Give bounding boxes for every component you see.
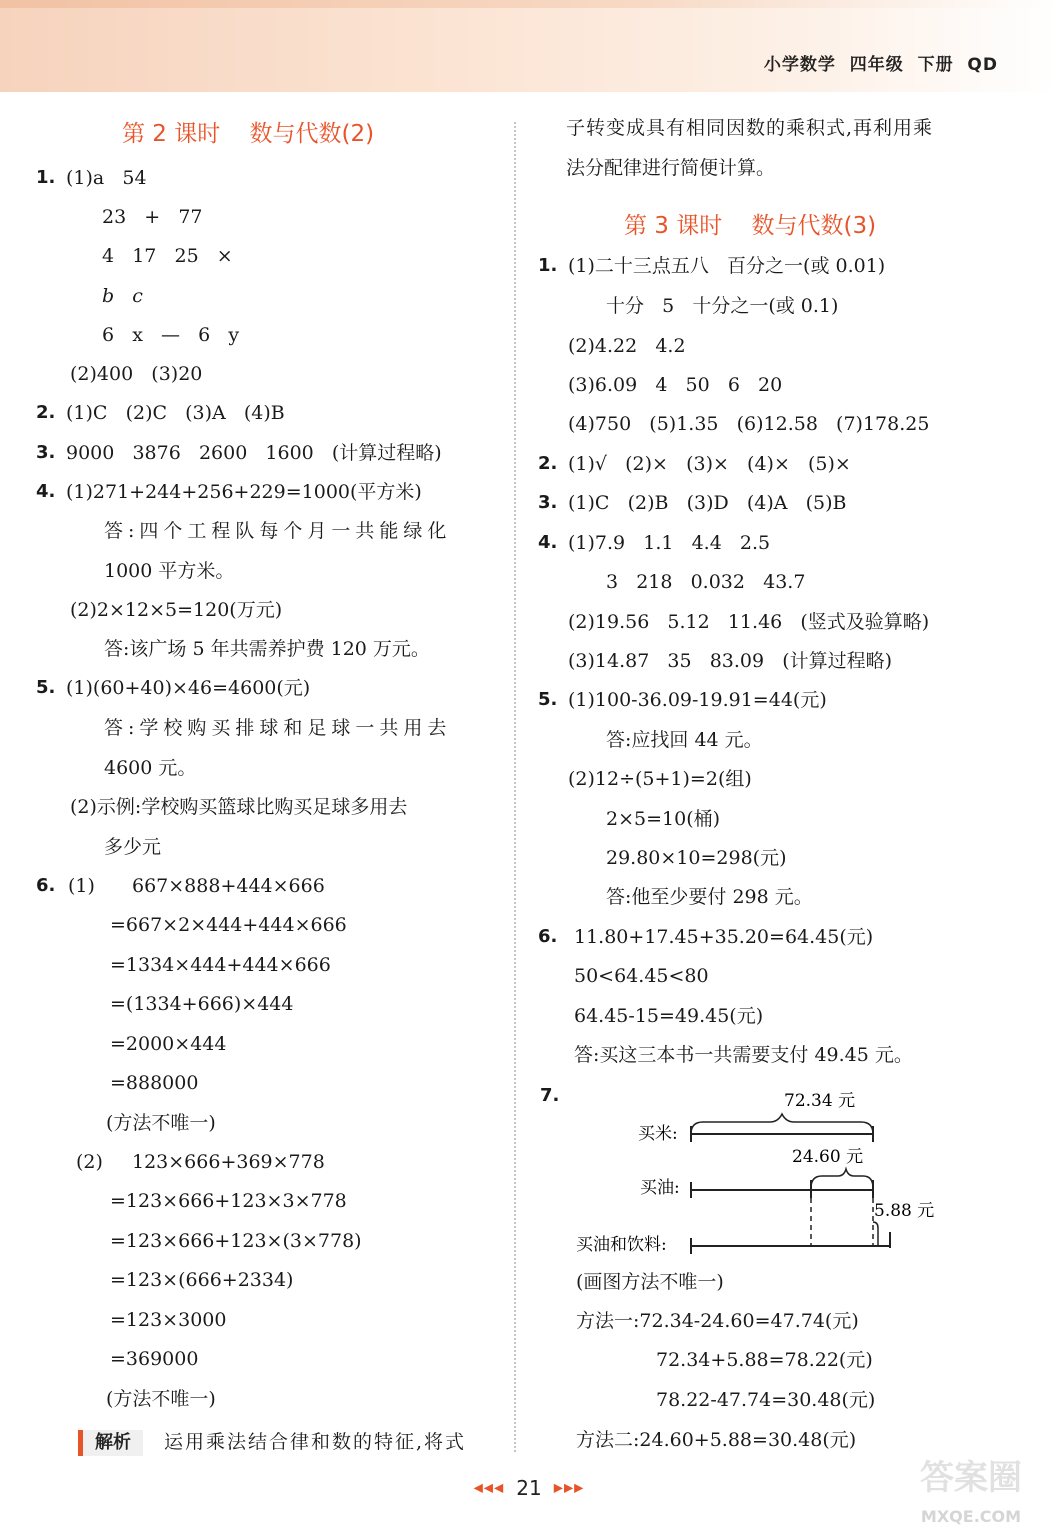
right-q7-line5: 方法二:24.60+5.88=30.48(元) (576, 1429, 857, 1451)
right-q5-line1: (1)100-36.09-19.91=44(元) (568, 689, 827, 711)
header-band (0, 0, 1058, 92)
left-q5-line3: 4600 元。 (104, 757, 197, 779)
right-q1-line2: 十分 5 十分之一(或 0.1) (606, 295, 839, 317)
left-q3-text: 9000 3876 2600 1600 (计算过程略) (66, 442, 442, 464)
next-arrows-icon: ▶▶▶ (553, 1480, 585, 1495)
line-segment-diagram (560, 1082, 960, 1260)
right-q3-number: 3. (538, 492, 558, 513)
total-brace (691, 1114, 873, 1134)
right-q6-line1: 11.80+17.45+35.20=64.45(元) (574, 926, 874, 948)
header-subject: 小学数学 (763, 55, 836, 75)
right-q5-number: 5. (538, 689, 558, 710)
column-divider (514, 122, 516, 1452)
right-q1-line5: (4)750 (5)1.35 (6)12.58 (7)178.25 (568, 413, 930, 435)
left-q2-number: 2. (36, 402, 56, 423)
right-q6-line2: 50<64.45<80 (574, 965, 709, 987)
right-q1-line4: (3)6.09 4 50 6 20 (568, 374, 783, 396)
left-q6-part1-line: =1334×444+444×666 (110, 954, 331, 976)
analysis-text: 运用乘法结合律和数的特征,将式 (164, 1431, 467, 1453)
right-q7-number: 7. (540, 1085, 560, 1106)
right-continuation-line2: 法分配律进行简便计算。 (566, 157, 776, 179)
left-q6-part2-label: (2) (76, 1151, 103, 1173)
left-q1-number: 1. (36, 167, 56, 188)
left-q5-line4: (2)示例:学校购买篮球比购买足球多用去 (70, 796, 408, 818)
left-q6-part1-line: =888000 (110, 1072, 199, 1094)
page-footer (0, 1474, 1058, 1500)
watermark-url-text: MXQE.COM (920, 1507, 1022, 1526)
right-q4-line4: (3)14.87 35 83.09 (计算过程略) (568, 650, 893, 672)
left-q6-part2-note: (方法不唯一) (106, 1388, 216, 1410)
left-q6-part2-line: =123×(666+2334) (110, 1269, 294, 1291)
right-q5-line3: (2)12÷(5+1)=2(组) (568, 768, 752, 790)
oil-label: 买油: (640, 1178, 680, 1198)
left-q3-number: 3. (36, 442, 56, 463)
header-volume: 下册 (917, 55, 954, 75)
left-q6-part1-line: 667×888+444×666 (132, 875, 325, 897)
left-q6-part1-line: =(1334+666)×444 (110, 993, 294, 1015)
right-q4-line3: (2)19.56 5.12 11.46 (竖式及验算略) (568, 611, 930, 633)
right-q7-line1: (画图方法不唯一) (576, 1271, 724, 1293)
left-q4-number: 4. (36, 481, 56, 502)
left-q4-line5: 答:该广场 5 年共需养护费 120 万元。 (104, 638, 430, 660)
left-q4-line3: 1000 平方米。 (104, 560, 235, 582)
header-edition: QD (967, 55, 998, 75)
right-q4-line1: (1)7.9 1.1 4.4 2.5 (568, 532, 771, 554)
oil-brace (811, 1169, 873, 1188)
lesson-3-title: 第 3 课时 数与代数(3) (624, 213, 877, 239)
rice-label: 买米: (638, 1124, 678, 1144)
left-q6-part2-line: =123×666+123×(3×778) (110, 1230, 362, 1252)
book-header (764, 50, 998, 75)
oil-amount-label: 24.60 元 (792, 1147, 864, 1167)
watermark-big-text: 答案圈 (920, 1458, 1022, 1498)
left-q1-line4: b c (102, 285, 143, 307)
left-q1-line6: (2)400 (3)20 (70, 363, 203, 385)
right-q1-line3: (2)4.22 4.2 (568, 335, 686, 357)
prev-arrows-icon: ◀◀◀ (473, 1480, 505, 1495)
left-q1-line5: 6 x — 6 y (102, 324, 240, 346)
left-q2-text: (1)C (2)C (3)A (4)B (66, 402, 285, 424)
right-q1-line1: (1)二十三点五八 百分之一(或 0.01) (568, 255, 886, 277)
right-q4-number: 4. (538, 532, 558, 553)
left-q5-line2: 答:学校购买排球和足球一共用去 (104, 717, 452, 739)
left-q4-line4: (2)2×12×5=120(万元) (70, 599, 283, 621)
right-q7-line4: 78.22-47.74=30.48(元) (656, 1389, 876, 1411)
left-q6-part2-line: =369000 (110, 1348, 199, 1370)
header-strip (0, 0, 1058, 8)
left-q6-part2-line: 123×666+369×778 (132, 1151, 325, 1173)
left-q4-line2: 答:四个工程队每个月一共能绿化 (104, 520, 452, 542)
right-q6-line4: 答:买这三本书一共需要支付 49.45 元。 (574, 1044, 913, 1066)
left-q6-part2-line: =123×666+123×3×778 (110, 1190, 347, 1212)
right-q2-text: (1)√ (2)× (3)× (4)× (5)× (568, 453, 851, 475)
right-q5-line4: 2×5=10(桶) (606, 808, 721, 830)
right-q2-number: 2. (538, 453, 558, 474)
left-q6-part1-label: (1) (68, 875, 95, 897)
right-q4-line2: 3 218 0.032 43.7 (606, 571, 806, 593)
right-q3-text: (1)C (2)B (3)D (4)A (5)B (568, 492, 847, 514)
right-q1-number: 1. (538, 255, 558, 276)
left-q1-line3: 4 17 25 × (102, 245, 233, 267)
extra-amount-label: 5.88 元 (874, 1201, 935, 1221)
oil-and-drink-label: 买油和饮料: (576, 1235, 667, 1255)
left-q6-number: 6. (36, 875, 56, 896)
left-q5-line5: 多少元 (104, 836, 162, 858)
right-q5-line2: 答:应找回 44 元。 (606, 729, 763, 751)
right-q7-line3: 72.34+5.88=78.22(元) (656, 1349, 873, 1371)
page-number: 21 (516, 1475, 542, 1500)
left-q6-part1-line: =667×2×444+444×666 (110, 914, 347, 936)
right-q6-number: 6. (538, 926, 558, 947)
left-q1-line2: 23 + 77 (102, 206, 203, 228)
right-q6-line3: 64.45-15=49.45(元) (574, 1005, 764, 1027)
right-q5-line6: 答:他至少要付 298 元。 (606, 886, 813, 908)
left-q1-line1: (1)a 54 (66, 167, 147, 189)
right-continuation-line1: 子转变成具有相同因数的乘积式,再利用乘 (566, 117, 934, 139)
left-q6-part1-line: =2000×444 (110, 1033, 227, 1055)
left-q6-part2-line: =123×3000 (110, 1309, 227, 1331)
analysis-tag: 解析 (78, 1430, 143, 1456)
watermark-logo (906, 1446, 1036, 1526)
left-q5-line1: (1)(60+40)×46=4600(元) (66, 677, 311, 699)
right-q7-line2: 方法一:72.34-24.60=47.74(元) (576, 1310, 859, 1332)
right-q5-line5: 29.80×10=298(元) (606, 847, 787, 869)
left-q5-number: 5. (36, 677, 56, 698)
total-amount-label: 72.34 元 (784, 1091, 856, 1111)
header-grade: 四年级 (849, 55, 904, 75)
left-q6-part1-note: (方法不唯一) (106, 1112, 216, 1134)
lesson-2-title: 第 2 课时 数与代数(2) (122, 121, 375, 147)
left-q4-line1: (1)271+244+256+229=1000(平方米) (66, 481, 422, 503)
